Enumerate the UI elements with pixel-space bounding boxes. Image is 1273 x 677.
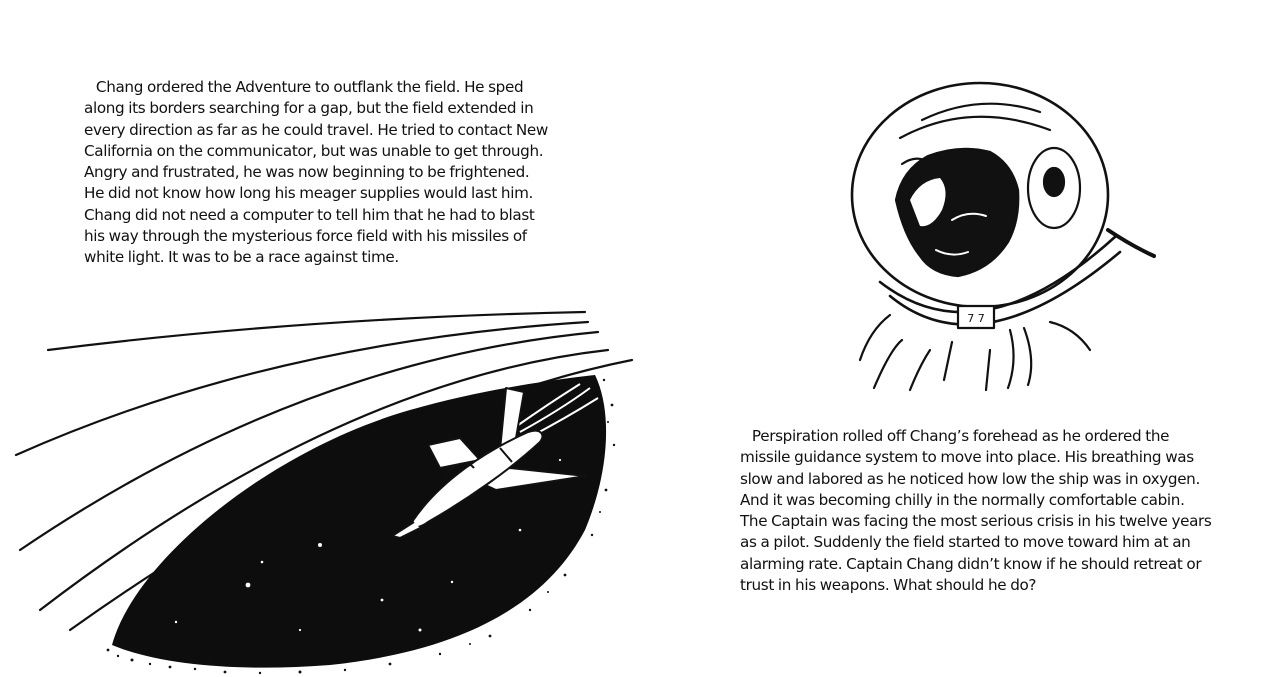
- text-line: California on the communicator, but was unable to get through.: [84, 141, 544, 160]
- spaceship-illustration: [0, 300, 640, 677]
- text-line: every direction as far as he could travel. He tried to contact New: [84, 120, 548, 139]
- star: [451, 581, 453, 583]
- star: [318, 543, 322, 547]
- astronaut-illustration: [840, 60, 1170, 400]
- text-line: slow and labored as he noticed how low the ship was in oxygen.: [740, 469, 1200, 488]
- text-line: Chang ordered the Adventure to outflank the field. He sped: [84, 78, 524, 96]
- text-line: Perspiration rolled off Chang’s forehead as he ordered the: [740, 427, 1170, 445]
- astronaut-face: [896, 149, 1018, 276]
- star: [175, 621, 177, 623]
- star: [559, 459, 561, 461]
- text-line: missile guidance system to move into place. His breathing was: [740, 448, 1194, 467]
- star: [381, 599, 384, 602]
- text-line: And it was becoming chilly in the normally comfortable cabin.: [740, 490, 1185, 509]
- star: [419, 629, 422, 632]
- suit-outline: [1050, 322, 1090, 350]
- suit-outline: [910, 350, 930, 390]
- text-line: He did not know how long his meager supplies would last him.: [84, 184, 533, 203]
- text-line: white light. It was to be a race against time.: [84, 248, 399, 267]
- suit-outline: [986, 350, 990, 390]
- collar-tag-label: 7 7: [967, 312, 985, 325]
- helmet-ear-module-center: [1044, 168, 1064, 196]
- text-line: trust in his weapons. What should he do?: [740, 576, 1037, 595]
- story-paragraph-left: [84, 77, 548, 269]
- star: [261, 561, 264, 564]
- story-paragraph-right: [740, 426, 1212, 596]
- suit-outline: [874, 340, 902, 388]
- text-line: alarming rate. Captain Chang didn’t know if he should retreat or: [740, 554, 1202, 573]
- star: [299, 629, 301, 631]
- text-line: along its borders searching for a gap, but the field extended in: [84, 99, 534, 118]
- star: [246, 583, 251, 588]
- suit-outline: [860, 315, 890, 360]
- star: [519, 529, 522, 532]
- text-line: his way through the mysterious force field with his missiles of: [84, 227, 527, 246]
- suit-outline: [944, 342, 952, 380]
- text-line: Angry and frustrated, he was now beginning to be frightened.: [84, 163, 530, 182]
- text-line: Chang did not need a computer to tell him that he had to blast: [84, 205, 535, 224]
- suit-outline: [1024, 328, 1031, 385]
- suit-outline: [1008, 330, 1014, 388]
- helmet-hose: [1108, 230, 1154, 256]
- text-line: as a pilot. Suddenly the field started to move toward him at an: [740, 533, 1191, 552]
- text-line: The Captain was facing the most serious crisis in his twelve years: [740, 512, 1212, 531]
